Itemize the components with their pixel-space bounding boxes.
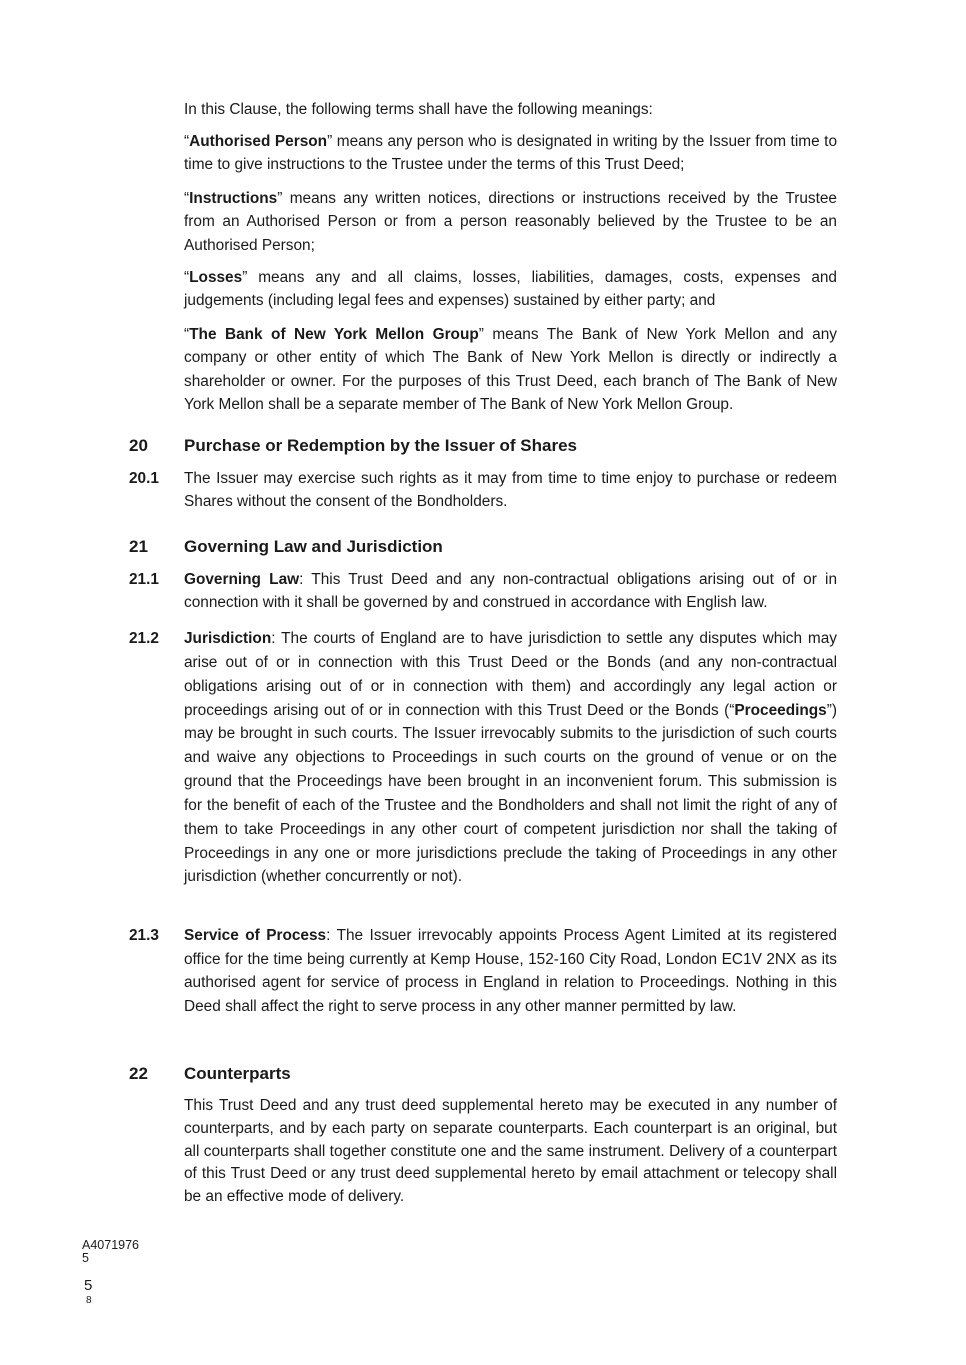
clause-20-heading: Purchase or Redemption by the Issuer of Shares <box>184 436 578 455</box>
clause-21-3-number: 21.3 <box>129 927 159 944</box>
definition-losses: “Losses” means any and all claims, losses, liabilities, damages, costs, expenses and judgements (including legal fees and expenses) sustained by either party; and <box>184 269 837 310</box>
clause-21-2-text: Jurisdiction: The courts of England are to have jurisdiction to settle any disputes which may arise out of or in connection with this Trust Deed or the Bonds (and any non-contractual obligations arising out of or in connection with them) and accordingly any legal action or proceedings arising out of or in connection with this Trust Deed or the Bonds (“Proceedings”) may be brought in such courts. The Issuer irrevocably submits to the jurisdiction of such courts and waive any objections to Proceedings in such courts on the ground of venue or on the ground that the Proceedings have been brought in an inconvenient forum. This submission is for the benefit of each of the Trustee and the Bondholders and shall not limit the right of any of them to take Proceedings in any other court of competent jurisdiction nor shall the taking of Proceedings in any one or more jurisdictions preclude the taking of Proceedings in any other jurisdiction (whether concurrently or not). <box>184 630 837 886</box>
clause-21-heading: Governing Law and Jurisdiction <box>184 537 443 556</box>
defined-term: Losses <box>189 269 243 286</box>
definition-instructions: “Instructions” means any written notices, directions or instructions received by the Trustee from an Authorised Person or from a person reasonably believed by the Trustee to be an Authorised Person; <box>184 190 837 254</box>
clause-20-number: 20 <box>129 436 148 455</box>
page-number: 5 <box>84 1277 93 1294</box>
clause-21-3-text: Service of Process: The Issuer irrevocably appoints Process Agent Limited at its registered office for the time being currently at Kemp House, 152-160 City Road, London EC1V 2NX as its authorised agent for service of process in England in relation to Proceedings. Nothing in this Deed shall affect the right to serve process in any other manner permitted by law. <box>184 927 837 1015</box>
clause-22-heading: Counterparts <box>184 1064 291 1083</box>
defined-term: Proceedings <box>734 701 827 719</box>
clause-20-1-number: 20.1 <box>129 470 159 487</box>
clause-22-number: 22 <box>129 1064 148 1083</box>
page-number-cut: 8 <box>86 1295 92 1306</box>
clause-21-number: 21 <box>129 537 148 556</box>
definitions-intro: In this Clause, the following terms shall have the following meanings: <box>184 101 653 118</box>
clause-22-text: This Trust Deed and any trust deed supplemental hereto may be executed in any number of counterparts, and by each party on separate counterparts. Each counterpart is an original, but all counterparts shall together constitute one and the same instrument. Delivery of a counterpart of this Trust Deed or any trust deed supplemental hereto by email attachment or telecopy shall be an effective mode of delivery. <box>184 1097 837 1206</box>
defined-term: Instructions <box>189 190 278 207</box>
clause-label: Service of Process <box>184 927 327 944</box>
clause-label: Jurisdiction <box>184 630 272 647</box>
clause-21-2-number: 21.2 <box>129 630 159 647</box>
document-reference: A4071976 5 <box>82 1238 140 1265</box>
clause-label: Governing Law <box>184 571 300 588</box>
definition-authorised-person: “Authorised Person” means any person who is designated in writing by the Issuer from time to time to give instructions to the Trustee under the terms of this Trust Deed; <box>184 133 837 174</box>
clause-21-1-number: 21.1 <box>129 571 159 588</box>
clause-21-1-text: Governing Law: This Trust Deed and any non-contractual obligations arising out of or in connection with it shall be governed by and construed in accordance with English law. <box>184 571 838 612</box>
clause-20-1-text: The Issuer may exercise such rights as it may from time to time enjoy to purchase or redeem Shares without the consent of the Bondholders. <box>184 470 837 511</box>
defined-term: Authorised Person <box>189 133 328 150</box>
defined-term: The Bank of New York Mellon Group <box>189 326 479 343</box>
definition-bny-mellon-group: “The Bank of New York Mellon Group” means The Bank of New York Mellon and any company or other entity of which The Bank of New York Mellon is directly or indirectly a shareholder or owner. For the purposes of this Trust Deed, each branch of The Bank of New York Mellon shall be a separate member of The Bank of New York Mellon Group. <box>184 326 837 413</box>
